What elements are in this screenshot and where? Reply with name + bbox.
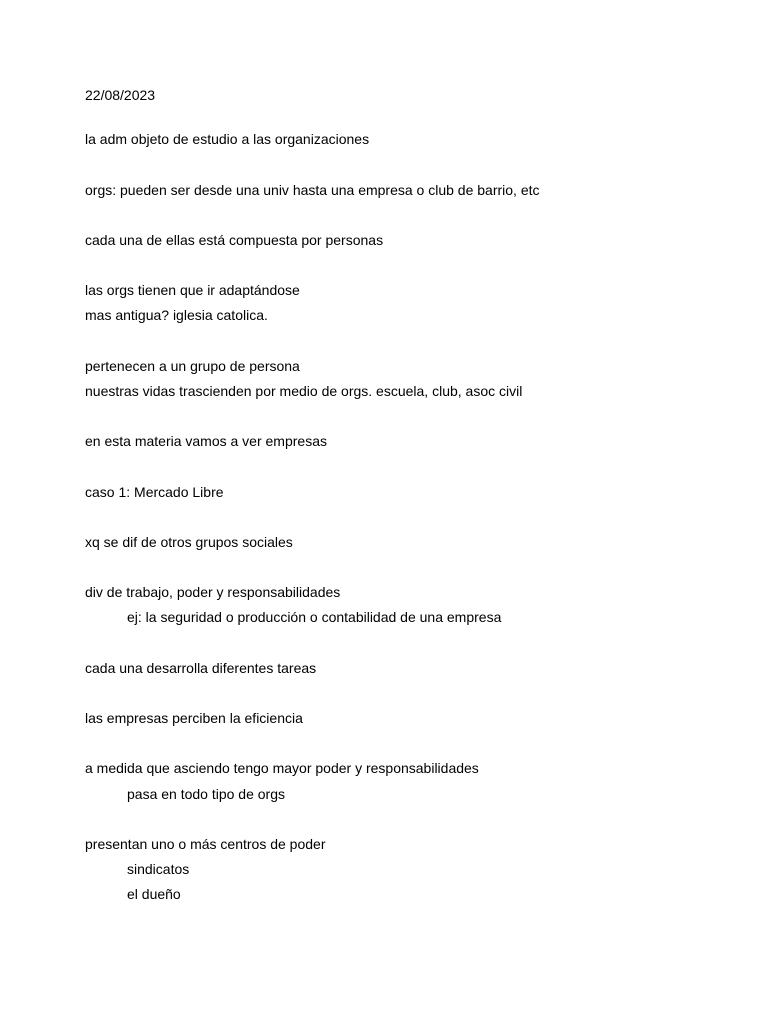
text-line: orgs: pueden ser desde una univ hasta una empresa o club de barrio, etc <box>85 182 540 198</box>
text-line: las orgs tienen que ir adaptándose <box>85 282 300 298</box>
document-date: 22/08/2023 <box>85 87 156 103</box>
text-line-indented: el dueño <box>127 886 181 902</box>
text-line: caso 1: Mercado Libre <box>85 484 224 500</box>
text-line-indented: ej: la seguridad o producción o contabilidad de una empresa <box>127 609 502 625</box>
text-line: xq se dif de otros grupos sociales <box>85 534 293 550</box>
text-line: div de trabajo, poder y responsabilidades <box>85 584 341 600</box>
text-line: pertenecen a un grupo de persona <box>85 358 300 374</box>
text-line: cada una desarrolla diferentes tareas <box>85 660 317 676</box>
text-line: cada una de ellas está compuesta por personas <box>85 232 384 248</box>
text-line: en esta materia vamos a ver empresas <box>85 433 327 449</box>
text-line: presentan uno o más centros de poder <box>85 836 326 852</box>
text-line: las empresas perciben la eficiencia <box>85 710 303 726</box>
text-line-indented: sindicatos <box>127 861 190 877</box>
text-line: mas antigua? iglesia catolica. <box>85 307 268 323</box>
text-line: nuestras vidas trascienden por medio de orgs. escuela, club, asoc civil <box>85 383 523 399</box>
text-line: a medida que asciendo tengo mayor poder y responsabilidades <box>85 760 479 776</box>
text-line-indented: pasa en todo tipo de orgs <box>127 786 286 802</box>
text-line: la adm objeto de estudio a las organizaciones <box>85 131 370 147</box>
